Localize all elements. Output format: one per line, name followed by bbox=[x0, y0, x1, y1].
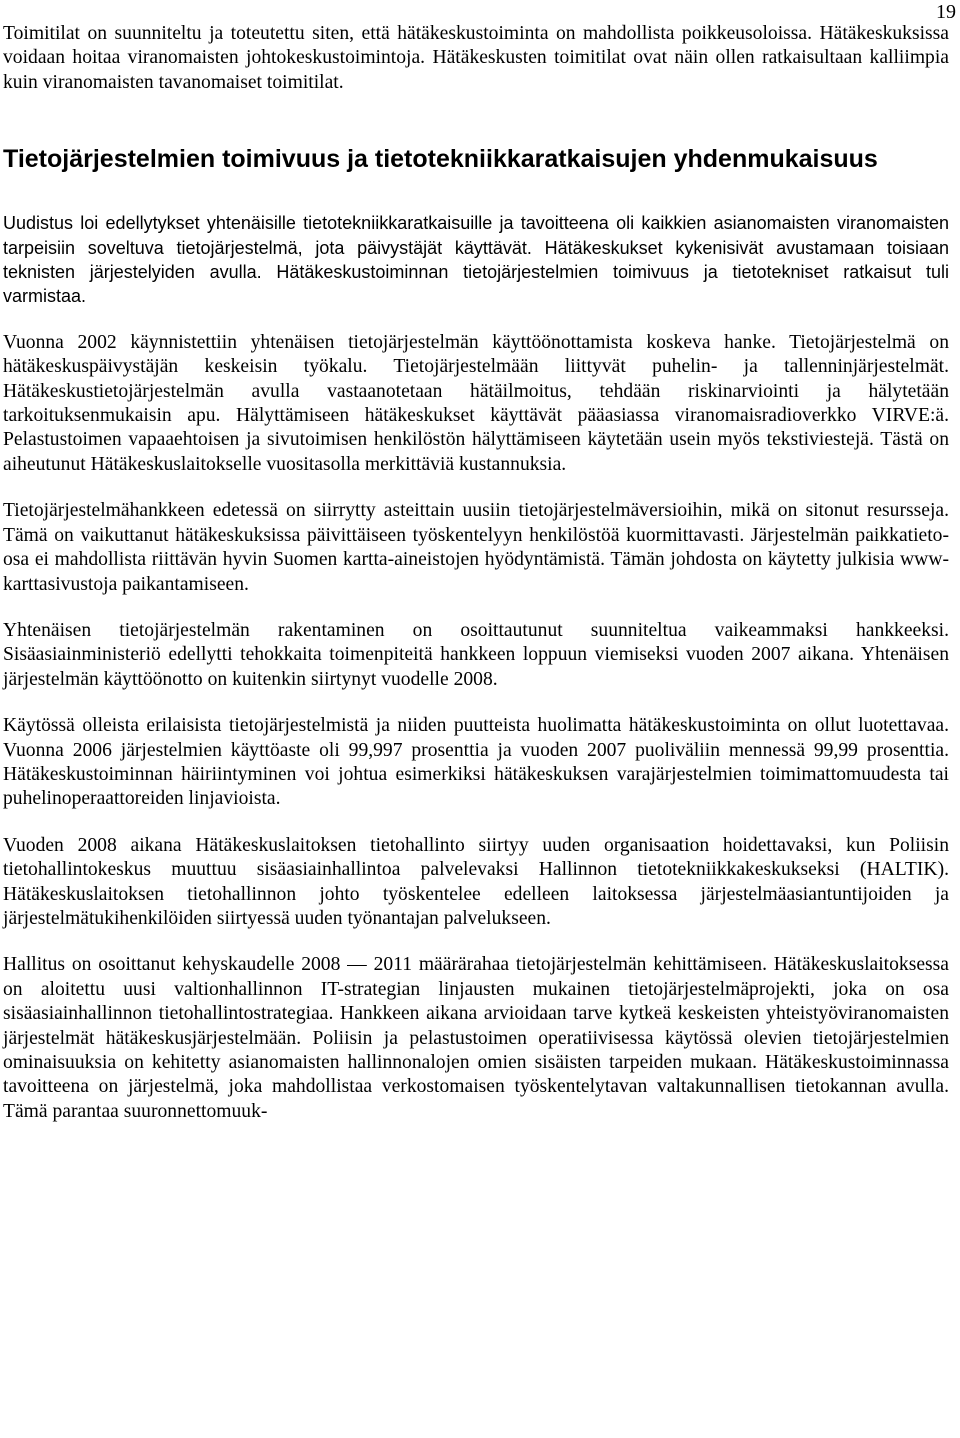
paragraph-6: Vuoden 2008 aikana Hätäkeskuslaitoksen tietohallinto siirtyy uuden organisaation hoidettavaksi, kun Poliisin tietohallintokeskus muuttuu sisäasiainhallintoa palvelevaksi Hallinnon tietotekniikkakeskukseksi (HALTIK). Hätäkeskuslaitoksen tietohallinnon johto työskentelee edelleen laitoksessa järjestelmäasiantuntijoiden ja järjestelmätukihenkilöiden siirtyessä uuden työnantajan palvelukseen. bbox=[3, 834, 949, 929]
intro-paragraph: Toimitilat on suunniteltu ja toteutettu siten, että hätäkeskustoiminta on mahdollista poikkeusoloissa. Hätäkeskuksissa voidaan hoitaa viranomaisten johtokeskustoimintoja. Hätäkeskusten toimitilat ovat näin ollen ratkaisultaan kalliimpia kuin viranomaisten tavanomaiset toimitilat. bbox=[3, 23, 949, 93]
paragraph-7: Hallitus on osoittanut kehyskaudelle 2008 — 2011 määrärahaa tietojärjestelmän kehittämiseen. Hätäkeskuslaitoksessa on aloitettu uusi valtionhallinnon IT-strategian linjausten mukainen tietojärjestelmäprojekti, joka on osa sisäasiainhallinnon tietohallintostrategiaa. Hankkeen aikana arvioidaan tarve kytkeä keskeisten yhteistyöviranomaisten järjestelmät hätäkeskusjärjestelmään. Poliisin ja pelastustoimen operatiivisessa käytössä olevien tietojärjestelmien ominaisuuksia on kehitetty asianomaisten hallinnonalojen omien sisäisten tarpeiden mukaan. Hätäkeskustoiminnassa tavoitteena on järjestelmä, joka mahdollistaa verkostomaisen työskentelytavan valtakunnallisen tietokannan avulla. Tämä parantaa suuronnettomuuk- bbox=[3, 954, 949, 1122]
paragraph-5: Käytössä olleista erilaisista tietojärjestelmistä ja niiden puutteista huolimatta hätäkeskustoiminta on ollut luotettavaa. Vuonna 2006 järjestelmien käyttöaste oli 99,997 prosenttia ja vuoden 2007 puoliväliin mennessä 99,99 prosenttia. Hätäkeskustoiminnan häiriintyminen voi johtua esimerkiksi hätäkeskuksen varajärjestelmien toimimattomuudesta tai puhelinoperaattoreiden linjavioista. bbox=[3, 715, 949, 810]
paragraph-1: Uudistus loi edellytykset yhtenäisille tietotekniikkaratkaisuille ja tavoitteena oli kaikkien asianomaisten viranomaisten tarpeisiin soveltuva tietojärjestelmä, jota päivystäjät käyttävät. Hätäkeskukset kykenisivät avustamaan toisiaan teknisten järjestelyiden avulla. Hätäkeskustoiminnan tietojärjestelmien toimivuus ja tietotekniset ratkaisut tuli varmistaa. bbox=[3, 213, 949, 307]
paragraph-3: Tietojärjestelmähankkeen edetessä on siirrytty asteittain uusiin tietojärjestelmäversioihin, mikä on sitonut resursseja. Tämä on vaikuttanut hätäkeskuksissa päivittäiseen työskentelyyn henkilöstöä kuormittavasti. Järjestelmän paikkatieto-osa ei mahdollista riittävän hyvin Suomen kartta-aineistojen hyödyntämistä. Tämän johdosta on käytetty julkisia www-karttasivustoja paikantamiseen. bbox=[3, 500, 949, 595]
paragraph-2: Vuonna 2002 käynnistettiin yhtenäisen tietojärjestelmän käyttöönottamista koskeva hanke. Tietojärjestelmä on hätäkeskuspäivystäjän keskeisin työkalu. Tietojärjestelmään liittyvät puhelin- ja tallenninjärjestelmät. Hätäkeskustietojärjestelmän avulla vastaanotetaan hätäilmoitus, tehdään riskinarviointi ja hälytetään tarkoituksenmukaisin apu. Hälyttämiseen hätäkeskukset käyttävät pääasiassa viranomaisradioverkko VIRVE:ä. Pelastustoimen vapaaehtoisen ja sivutoimisen henkilöstön hälyttämiseen käytetään usein myös tekstiviestejä. Tästä on aiheutunut Hätäkeskuslaitokselle vuositasolla merkittäviä kustannuksia. bbox=[3, 331, 949, 475]
section-heading: Tietojärjestelmien toimivuus ja tietotekniikkaratkaisujen yhdenmukaisuus bbox=[3, 145, 878, 174]
page-number: 19 bbox=[936, 1, 956, 23]
paragraph-4: Yhtenäisen tietojärjestelmän rakentaminen on osoittautunut suunniteltua vaikeammaksi hankkeeksi. Sisäasiainministeriö edellytti tehokkaita toimenpiteitä hankkeen loppuun viemiseksi vuoden 2007 aikana. Yhtenäisen järjestelmän käyttöönotto on kuitenkin siirtynyt vuodelle 2008. bbox=[3, 619, 949, 690]
document-body bbox=[3, 22, 949, 1124]
